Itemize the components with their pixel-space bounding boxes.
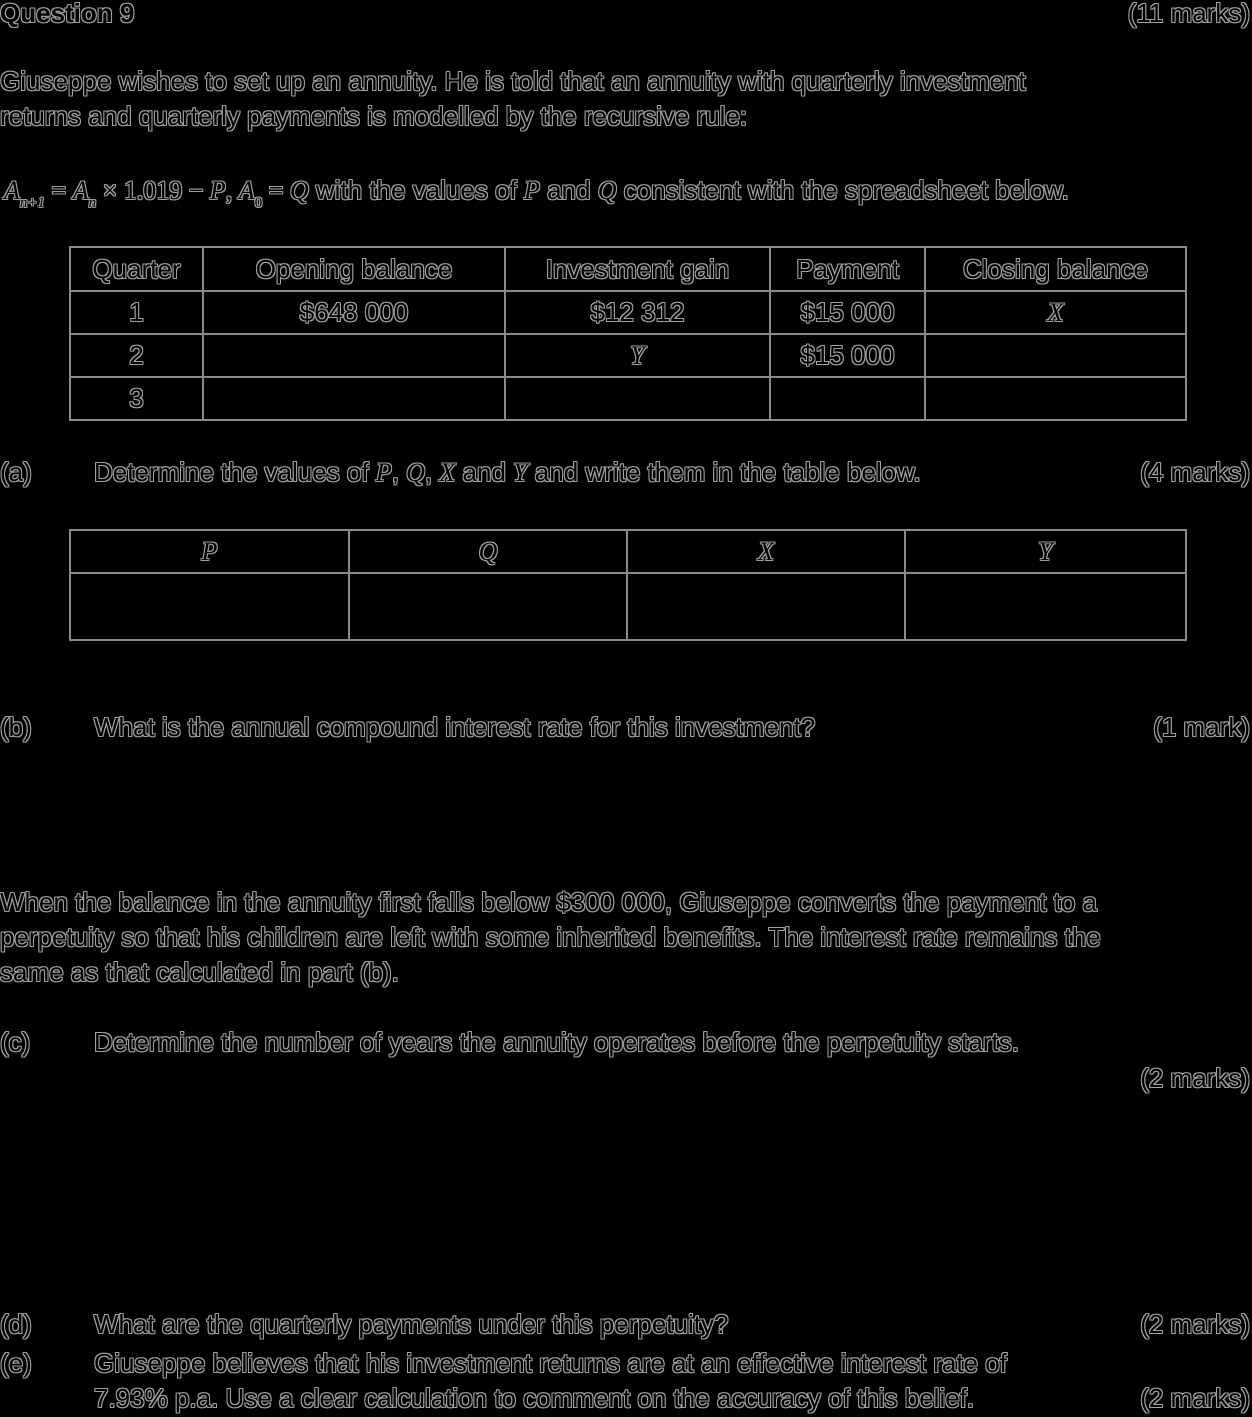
- answer-header-x: X: [627, 530, 905, 573]
- part-a-q: Q: [406, 458, 425, 487]
- formula-a-n-sub: n: [88, 195, 97, 211]
- answer-input-row: [70, 573, 1186, 640]
- annuity-spreadsheet: [69, 246, 1187, 421]
- question-total-marks: (11 marks): [1127, 0, 1250, 28]
- formula-eq-2: =: [262, 176, 290, 205]
- formula-a-0: A: [238, 176, 255, 205]
- formula-p-2: P: [523, 176, 540, 205]
- part-a-sep-3: and: [455, 457, 514, 487]
- cell-closing-balance: [925, 377, 1186, 420]
- part-b-marks: (1 mark): [1153, 712, 1250, 742]
- recursive-rule: [4, 173, 1069, 213]
- part-d-question: What are the quarterly payments under this perpetuity?: [94, 1309, 729, 1339]
- answer-cell-y[interactable]: [905, 573, 1186, 640]
- part-d-label: (d): [0, 1309, 32, 1339]
- part-a-marks: (4 marks): [1140, 457, 1250, 487]
- part-a-label: (a): [0, 457, 32, 487]
- para2-line-1: When the balance in the annuity first falls below $300 000, Giuseppe converts the payment to a: [0, 887, 1098, 917]
- answer-table: [69, 529, 1187, 641]
- answer-cell-x[interactable]: [627, 573, 905, 640]
- cell-payment: [770, 377, 925, 420]
- part-a-x: X: [439, 458, 456, 487]
- part-a-y: Y: [513, 458, 528, 487]
- part-e-line-1: Giuseppe believes that his investment returns are at an effective interest rate of: [94, 1348, 1007, 1378]
- cell-opening-balance: [203, 377, 505, 420]
- table-row: [70, 334, 1186, 377]
- formula-comma: ,: [225, 176, 239, 205]
- cell-payment: $15 000: [770, 291, 925, 334]
- answer-cell-p[interactable]: [70, 573, 349, 640]
- formula-a-n: A: [72, 176, 89, 205]
- answer-header-p: P: [70, 530, 349, 573]
- part-c-label: (c): [0, 1027, 31, 1057]
- table-row: [70, 291, 1186, 334]
- cell-opening-balance: [203, 334, 505, 377]
- part-a-sep-2: ,: [424, 457, 440, 487]
- formula-tail-1: with the values of: [308, 175, 524, 205]
- cell-closing-balance: X: [925, 291, 1186, 334]
- part-a-sep-1: ,: [391, 457, 407, 487]
- formula-tail-3: consistent with the spreadsheet below.: [616, 175, 1069, 205]
- formula-tail-2: and: [539, 175, 598, 205]
- cell-closing-balance: [925, 334, 1186, 377]
- formula-q-2: Q: [597, 176, 617, 205]
- part-c-question: Determine the number of years the annuity operates before the perpetuity starts.: [94, 1027, 1019, 1057]
- para2-line-3: same as that calculated in part (b).: [0, 957, 399, 987]
- cell-quarter: 3: [70, 377, 203, 420]
- intro-line-2: returns and quarterly payments is modelled by the recursive rule:: [0, 101, 748, 131]
- part-b-question: What is the annual compound interest rate for this investment?: [94, 712, 816, 742]
- cell-investment-gain: [505, 377, 770, 420]
- answer-header-q: Q: [349, 530, 627, 573]
- answer-header-row: [70, 530, 1186, 573]
- cell-quarter: 1: [70, 291, 203, 334]
- part-e-marks: (2 marks): [1140, 1383, 1250, 1413]
- cell-investment-gain: Y: [505, 334, 770, 377]
- table-row: [70, 377, 1186, 420]
- formula-a-0-sub: 0: [254, 195, 263, 211]
- cell-investment-gain: $12 312: [505, 291, 770, 334]
- formula-p: P: [209, 176, 226, 205]
- cell-payment: $15 000: [770, 334, 925, 377]
- formula-a-next: A: [4, 176, 20, 205]
- part-d-marks: (2 marks): [1140, 1309, 1250, 1339]
- col-header-payment: Payment: [770, 247, 925, 291]
- part-a-text-1: Determine the values of: [94, 457, 376, 487]
- col-header-opening-balance: Opening balance: [203, 247, 505, 291]
- formula-q: Q: [289, 176, 309, 205]
- cell-opening-balance: $648 000: [203, 291, 505, 334]
- col-header-closing-balance: Closing balance: [925, 247, 1186, 291]
- answer-cell-q[interactable]: [349, 573, 627, 640]
- part-e-label: (e): [0, 1348, 32, 1378]
- part-e-line-2: 7.93% p.a. Use a clear calculation to comment on the accuracy of this belief.: [94, 1383, 975, 1413]
- part-a-p: P: [375, 458, 392, 487]
- formula-eq-1: =: [45, 176, 73, 205]
- part-c-marks: (2 marks): [1140, 1063, 1250, 1093]
- formula-times: × 1.019 −: [96, 176, 210, 205]
- col-header-investment-gain: Investment gain: [505, 247, 770, 291]
- para2-line-2: perpetuity so that his children are left with some inherited benefits. The interest rate remains the: [0, 922, 1101, 952]
- part-a-question: [94, 455, 921, 490]
- part-a-text-2: and write them in the table below.: [527, 457, 921, 487]
- formula-a-next-sub: n+1: [19, 195, 46, 211]
- intro-line-1: Giuseppe wishes to set up an annuity. He is told that an annuity with quarterly investment: [0, 66, 1026, 96]
- cell-quarter: 2: [70, 334, 203, 377]
- question-title: Question 9: [0, 0, 135, 28]
- spreadsheet-header-row: [70, 247, 1186, 291]
- col-header-quarter: Quarter: [70, 247, 203, 291]
- part-b-label: (b): [0, 712, 32, 742]
- answer-header-y: Y: [905, 530, 1186, 573]
